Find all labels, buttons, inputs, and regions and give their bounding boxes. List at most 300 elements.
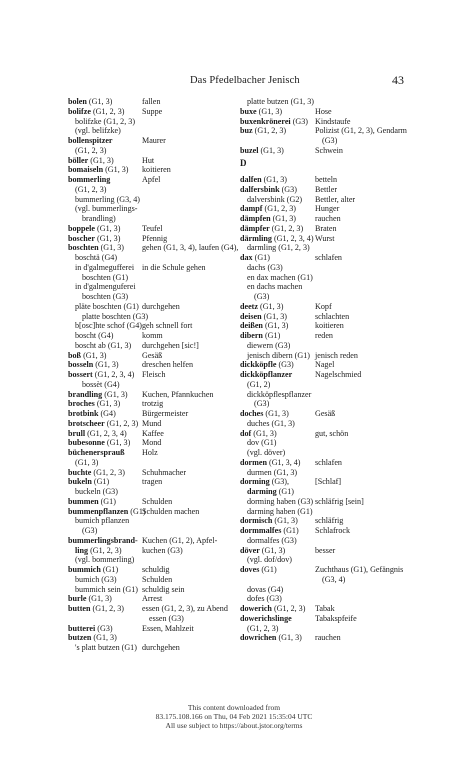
headword: bummenpflanzen (68, 506, 129, 516)
entry-term (68, 321, 142, 331)
entry-gloss: (G3) (322, 136, 338, 145)
dictionary-entry (240, 234, 440, 244)
dictionary-entry (240, 107, 440, 117)
dictionary-entry (68, 555, 236, 565)
source-reference: (G1, 3) (91, 633, 117, 643)
dictionary-entry (68, 107, 236, 117)
entry-term (240, 526, 299, 536)
variant-form: in d'galmegufferei (75, 262, 135, 272)
headword: buz (240, 126, 253, 136)
dictionary-entry (68, 526, 236, 536)
entry-gloss: kuchen (G3) (142, 545, 183, 555)
headword: dowerichslinge (240, 613, 292, 623)
headword: brotbink (68, 409, 99, 418)
source-reference: (G1, 2, 3) (252, 126, 287, 136)
dictionary-entry (240, 282, 440, 292)
dictionary-entry (68, 341, 236, 351)
entry-term (68, 117, 135, 127)
entry-term (68, 438, 130, 448)
dictionary-entry (240, 477, 440, 487)
variant-form: bumich (G3) (75, 574, 117, 584)
variant-form: (G1, 2, 3) (247, 623, 279, 633)
entry-term (240, 565, 277, 575)
dictionary-entry (68, 507, 236, 517)
entry-term (240, 234, 314, 244)
variant-form: boscht ab (G1, 3) (75, 340, 132, 350)
variant-form: (vgl. döver) (247, 448, 286, 457)
entry-term (240, 195, 302, 205)
entry-gloss: schlachten (315, 311, 350, 321)
dictionary-entry (240, 204, 440, 214)
source-reference: (G1, 3) (104, 438, 131, 448)
footer-line: This content downloaded from (187, 703, 281, 712)
source-reference: (G1, 2, 3) (271, 604, 306, 613)
dictionary-entry (68, 380, 236, 390)
entry-gloss: tragen (142, 477, 163, 487)
variant-form: bossèt (G4) (82, 379, 120, 389)
entry-term (240, 555, 292, 565)
dictionary-entry (68, 594, 236, 604)
dictionary-entry (68, 409, 236, 419)
entry-gloss: Apfel (142, 175, 161, 184)
entry-term (68, 448, 125, 458)
entry-gloss: Arrest (142, 594, 163, 604)
headword: büchenersprauß (68, 448, 125, 457)
source-reference: (G1) (91, 477, 110, 487)
dictionary-entry (68, 429, 236, 439)
dictionary-entry (68, 565, 236, 575)
dictionary-entry (68, 321, 236, 331)
headword: brandling (68, 389, 103, 399)
dictionary-entry (68, 146, 236, 156)
dictionary-entry (68, 185, 236, 195)
dictionary-entry (240, 370, 440, 380)
dictionary-entry (68, 614, 236, 624)
source-reference: (G3) (290, 116, 308, 126)
entry-gloss: Holz (142, 448, 158, 457)
entry-term (240, 458, 300, 468)
dictionary-entry (240, 136, 440, 146)
entry-term (240, 282, 302, 292)
dictionary-entry (68, 468, 236, 478)
dictionary-entry (240, 380, 440, 390)
dictionary-entry (68, 633, 236, 643)
entry-gloss: Mond (142, 438, 162, 448)
dictionary-entry (68, 585, 236, 595)
dictionary-entry (68, 536, 236, 546)
dictionary-entry (240, 302, 440, 312)
page-number: 43 (392, 73, 404, 87)
dictionary-entry (68, 351, 236, 361)
source-reference: (G1, 3) (93, 360, 119, 370)
dictionary-entry (240, 263, 440, 273)
entry-term (240, 97, 314, 107)
source-reference: (G1, 2, 3) (269, 223, 304, 233)
dictionary-entry (68, 604, 236, 614)
entry-term (240, 380, 270, 390)
source-reference: (G1, 3) (261, 175, 287, 184)
headword: dibern (240, 331, 263, 340)
headword: dalfen (240, 175, 262, 184)
headword: bummich (68, 565, 101, 574)
headword: dickköpflanzer (240, 370, 293, 379)
variant-form: bummerling (G3, 4) (75, 194, 140, 204)
entry-term (240, 126, 286, 136)
entry-term (240, 292, 269, 302)
entry-term (240, 204, 296, 214)
dictionary-entry (68, 204, 236, 214)
headword: dämpfer (240, 223, 270, 233)
dictionary-entry (68, 282, 236, 292)
source-reference: (G1, 3) (86, 97, 113, 106)
entry-term (240, 536, 297, 546)
headword: dormen (240, 457, 267, 467)
variant-form: pläte boschten (G1) (75, 301, 139, 311)
dictionary-entry (68, 497, 236, 507)
dictionary-entry (68, 263, 236, 273)
source-reference: (G1, 2, 3) (91, 467, 125, 477)
entry-gloss: schläfrig (315, 516, 344, 526)
headword: burle (68, 594, 87, 604)
entry-term (240, 175, 287, 185)
entry-gloss: Schwein (315, 145, 343, 155)
headword: buzel (240, 145, 259, 155)
entry-gloss: geh schnell fort (142, 321, 193, 331)
variant-form: boscht (G4) (75, 331, 114, 340)
dictionary-entry (68, 477, 236, 487)
dictionary-entry (68, 117, 236, 127)
entry-term (68, 97, 112, 107)
headword: dof (240, 428, 252, 438)
dictionary-entry (68, 487, 236, 497)
entry-gloss: Hunger (315, 204, 340, 214)
variant-form: dofes (G3) (247, 594, 282, 604)
entry-term (68, 370, 134, 380)
source-reference: (G1, 2, 3) (90, 604, 124, 613)
variant-form: platte butzen (G1, 3) (247, 97, 314, 106)
headword: bosseln (68, 360, 94, 370)
entry-gloss: (G3, 4) (322, 574, 346, 584)
variant-form: dalversbink (G2) (247, 194, 303, 204)
source-reference: (G1) (252, 253, 270, 262)
entry-term (68, 204, 138, 214)
variant-form: bumich pflanzen (75, 516, 130, 526)
source-reference: (G1, 3) (88, 155, 114, 165)
headword: bomaiseln (68, 165, 104, 175)
entry-term (68, 633, 117, 643)
source-reference: (G1, 2, 3, 4) (92, 370, 135, 379)
dictionary-entry (68, 438, 236, 448)
headword: deetz (240, 301, 258, 311)
entry-gloss: Gesäß (315, 409, 336, 418)
entry-term (68, 516, 129, 526)
footer-line: All use subject to https://about.jstor.org/terms (165, 721, 303, 730)
dictionary-entry (240, 321, 440, 331)
entry-term (68, 292, 128, 302)
entry-term (240, 497, 313, 507)
entry-term (240, 448, 285, 458)
dictionary-entry (68, 516, 236, 526)
entry-term (240, 351, 310, 361)
entry-gloss: Maurer (142, 136, 166, 145)
entry-term (68, 526, 97, 536)
variant-form: (G1, 2) (247, 379, 271, 389)
variant-form: boschten (G1) (82, 272, 129, 282)
entry-term (68, 195, 140, 205)
entry-gloss: Hose (315, 106, 332, 116)
dictionary-entry (68, 546, 236, 556)
entry-term (68, 380, 120, 390)
entry-gloss: Kuchen, Pfannkuchen (142, 389, 214, 399)
source-reference: (G1, 3) (261, 311, 287, 321)
entry-term (68, 282, 136, 292)
dictionary-entry (240, 585, 440, 595)
entry-gloss: reden (315, 331, 333, 340)
dictionary-entry (68, 97, 236, 107)
entry-gloss: essen (G1, 2, 3), zu Abend (142, 604, 228, 613)
dictionary-entry (240, 253, 440, 263)
entry-gloss: rauchen (315, 214, 341, 223)
entry-term (240, 321, 288, 331)
dictionary-entry (240, 126, 440, 136)
dictionary-entry (240, 507, 440, 517)
headword: böller (68, 155, 89, 165)
variant-form: (G1, 2, 3) (75, 145, 107, 155)
entry-term (240, 273, 313, 283)
variant-form: (vgl. dof/dov) (247, 555, 292, 565)
dictionary-entry (68, 234, 236, 244)
dictionary-entry (68, 292, 236, 302)
dictionary-entry (240, 594, 440, 604)
dictionary-entry (240, 497, 440, 507)
entry-term (68, 360, 119, 370)
dictionary-entry (68, 360, 236, 370)
dictionary-entry (240, 555, 440, 565)
headword: dormisch (240, 516, 273, 526)
headword: döver (240, 545, 260, 555)
source-reference: (G1) (262, 331, 281, 340)
entry-term (240, 390, 311, 400)
entry-term (240, 516, 298, 526)
entry-gloss: in die Schule gehen (142, 262, 206, 272)
headword: dormmalfes (240, 526, 282, 535)
entry-term (240, 370, 292, 380)
headword: bummen (68, 496, 99, 506)
headword: dalfersbink (240, 184, 280, 194)
entry-term (68, 624, 113, 634)
entry-gloss: Bettler, alter (315, 194, 356, 204)
entry-term (240, 585, 283, 595)
dictionary-entry (240, 243, 440, 253)
headword: butzen (68, 633, 92, 643)
entry-gloss: [Schlaf] (315, 477, 342, 487)
variant-form: duches (G1, 3) (247, 418, 295, 428)
entry-term (240, 185, 297, 195)
dictionary-entry (68, 195, 236, 205)
entry-term (68, 312, 148, 322)
entry-term (240, 614, 292, 624)
entry-gloss: komm (142, 331, 163, 340)
entry-term (68, 165, 129, 175)
headword: boscher (68, 233, 95, 243)
source-reference: (G1) (281, 526, 299, 535)
headword: därmling (240, 233, 272, 243)
headword: bubesonne (68, 438, 105, 448)
headword: darming (247, 487, 277, 496)
entry-term (240, 214, 296, 224)
entry-gloss: schlafen (315, 253, 342, 262)
source-reference: (G3) (279, 184, 297, 194)
dictionary-entry (240, 175, 440, 185)
entry-term (240, 117, 308, 127)
source-reference: (G1, 3) (81, 350, 107, 360)
entry-term (68, 107, 124, 117)
dictionary-entry (240, 390, 440, 400)
headword: bolen (68, 97, 87, 106)
entry-term (240, 507, 313, 517)
entry-term (68, 214, 116, 224)
entry-gloss: Kopf (315, 301, 332, 311)
headword: dowerich (240, 604, 272, 613)
entry-term (240, 146, 284, 156)
headword: bummerlingsbrand- (68, 535, 138, 545)
entry-gloss: Gesäß (142, 350, 163, 360)
entry-term (68, 546, 122, 556)
entry-gloss: gehen (G1, 3, 4), laufen (G4), (142, 243, 239, 253)
entry-term (68, 185, 106, 195)
source-reference: (G4) (98, 409, 116, 418)
entry-term (68, 341, 131, 351)
entry-gloss: Suppe (142, 106, 163, 116)
entry-gloss: schuldig (142, 565, 170, 574)
variant-form: durmen (G1, 3) (247, 467, 298, 477)
headword: dickköpfle (240, 360, 277, 370)
headword: boppele (68, 223, 95, 233)
source-reference: (G1, 3, 4) (266, 457, 301, 467)
headword: brotscheer (68, 418, 105, 428)
headword: dorming (240, 477, 270, 487)
variant-form: dormalfes (G3) (247, 535, 297, 545)
entry-gloss: Wurst (315, 233, 335, 243)
dictionary-entry (68, 253, 236, 263)
entry-term (240, 477, 289, 487)
headword: deißen (240, 321, 263, 331)
variant-form: brandling) (82, 214, 116, 223)
variant-form: dorming haben (G3) (247, 496, 314, 506)
source-reference: (G1, 2, 3) (90, 106, 125, 116)
entry-term (240, 438, 276, 448)
dictionary-entry (240, 292, 440, 302)
entry-term (68, 536, 138, 546)
entry-gloss: Pfennig (142, 233, 168, 243)
dictionary-entry (68, 624, 236, 634)
dictionary-entry (68, 302, 236, 312)
dictionary-entry (240, 526, 440, 536)
entry-gloss: gut, schön (315, 428, 349, 438)
source-reference: (G3), (269, 477, 290, 487)
entry-gloss: Schulden (142, 574, 173, 584)
source-reference: (G1, 3) (272, 516, 298, 526)
entry-term (68, 497, 116, 507)
dictionary-entry (240, 341, 440, 351)
entry-term (68, 507, 146, 517)
variant-form: (G3) (82, 526, 98, 535)
variant-form: dovas (G4) (247, 584, 284, 594)
entry-term (240, 487, 294, 497)
variant-form: (G3) (254, 399, 270, 409)
entry-term (68, 273, 128, 283)
entry-term (240, 594, 282, 604)
dictionary-entry (240, 487, 440, 497)
entry-term (240, 604, 305, 614)
entry-term (240, 302, 283, 312)
entry-term (68, 224, 120, 234)
right-column (240, 97, 440, 643)
dictionary-entry (240, 214, 440, 224)
entry-gloss: schläfrig [sein] (315, 496, 364, 506)
dictionary-entry (68, 243, 239, 253)
entry-term (68, 302, 139, 312)
headword: buxe (240, 106, 257, 116)
dictionary-entry (240, 429, 440, 439)
entry-term (240, 263, 283, 273)
dictionary-entry (240, 117, 440, 127)
dictionary-entry (68, 165, 236, 175)
variant-form: buckeln (G3) (75, 487, 118, 496)
entry-term (68, 243, 124, 253)
entry-term (68, 146, 106, 156)
variant-form: darmling (G1, 2, 3) (247, 243, 310, 253)
variant-form: bolifzke (G1, 2, 3) (75, 116, 136, 126)
headword: butten (68, 604, 91, 613)
source-reference: (G1, 3) (257, 301, 284, 311)
entry-term (68, 458, 98, 468)
entry-term (68, 263, 134, 273)
source-reference: (G1, 3) (251, 428, 277, 438)
entry-term (68, 429, 127, 439)
entry-term (240, 243, 310, 253)
entry-gloss: fallen (142, 97, 161, 106)
source-reference: (G1, 3) (102, 389, 128, 399)
source-reference: (G1) (128, 506, 146, 516)
headword: butterei (68, 623, 96, 633)
entry-gloss: Schulden (142, 496, 173, 506)
dictionary-entry (68, 312, 236, 322)
source-reference: (G1, 3) (94, 399, 121, 409)
source-reference: (G1) (259, 565, 277, 574)
source-reference: (G1) (276, 487, 294, 496)
headword: broches (68, 399, 95, 409)
headword: doves (240, 565, 260, 574)
dictionary-entry (68, 273, 236, 283)
entry-gloss: Nagelschmied (315, 370, 362, 379)
entry-gloss: essen (G3) (149, 613, 184, 623)
source-reference: (G1, 3) (95, 223, 121, 233)
entry-term (68, 253, 117, 263)
dictionary-entry (68, 575, 236, 585)
source-reference: (G1, 2, 3) (88, 545, 122, 555)
dictionary-entry (240, 516, 440, 526)
variant-form: dov (G1) (247, 438, 277, 448)
entry-gloss: Nagel (315, 360, 335, 370)
dictionary-entry (68, 390, 236, 400)
entry-gloss: Zuchthaus (G1), Gefängnis (315, 565, 404, 574)
entry-gloss: Schuhmacher (142, 467, 187, 477)
dictionary-entry (240, 633, 440, 643)
dictionary-entry (240, 195, 440, 205)
entry-term (240, 312, 287, 322)
section-heading (240, 156, 440, 176)
